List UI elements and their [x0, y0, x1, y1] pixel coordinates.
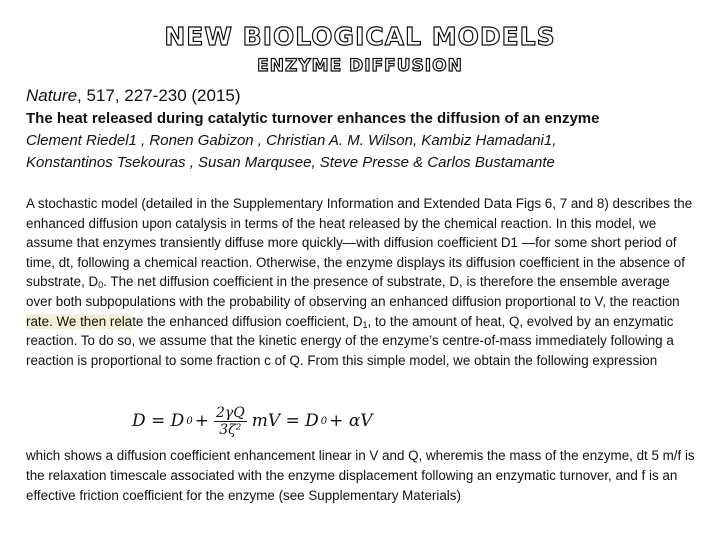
diffusion-formula	[132, 395, 373, 447]
formula-mid-sub: 0	[320, 415, 328, 427]
formula-fraction	[214, 405, 247, 438]
journal-name: Nature	[26, 86, 78, 105]
authors-line-2: Konstantinos Tsekouras , Susan Marqusee, Steve Presse & Carlos Bustamante	[26, 154, 555, 171]
fraction-denominator: 3ζ²	[219, 421, 242, 438]
abstract-text-2: . The net diffusion coefficient in the presence of substrate, D, is therefore the ensemble average over both subpopulations with the probability of observing an enhanced diffusion proportional to V, the reaction	[26, 274, 680, 309]
citation-reference: , 517, 227-230 (2015)	[77, 86, 241, 105]
abstract-text-4: , to the amount of heat, Q, evolved by an enzymatic reaction. To do so, we assume that the kinetic energy of the enzyme’s centre-of-mass immediately following a reaction is proportional to some fraction c of Q. From this simple model, we obtain the following expression	[26, 313, 674, 368]
abstract-text-3: te the enhanced diffusion coefficient, D	[132, 313, 363, 329]
formula-mid: mV = D	[251, 411, 319, 431]
paper-authors	[26, 130, 706, 174]
formula-rhs: + αV	[329, 411, 373, 431]
citation	[26, 86, 241, 106]
formula-plus: +	[194, 411, 209, 431]
abstract-text-1: A stochastic model (detailed in the Supplementary Information and Extended Data Figs 6, 7 and 8) describes the enhanced diffusion upon catalysis in terms of the heat released by the chemical reaction. In this model, we assume that enzymes transiently diffuse more quickly—with diffusion coefficient D1 —for some short period of time, dt, following a chemical reaction. Otherwise, the enzyme displays its diffusion coefficient in the absence of substrate, D	[26, 196, 693, 290]
highlighted-text: rate. We then rela	[26, 313, 133, 329]
formula-lhs: D = D	[132, 411, 185, 431]
abstract-paragraph	[26, 194, 698, 370]
conclusion-paragraph: which shows a diffusion coefficient enhancement linear in V and Q, wheremis the mass of the enzyme, dt 5 m/f is the relaxation timescale associated with the enzyme displacement following an enzymatic turnover, and f is an effective friction coefficient for the enzyme (see Supplementary Materials)	[26, 448, 695, 503]
subscript-0: 0	[98, 280, 104, 291]
slide-title: NEW BIOLOGICAL MODELS	[164, 22, 556, 51]
fraction-numerator: 2γQ	[215, 404, 245, 421]
authors-line-1: Clement Riedel1 , Ronen Gabizon , Christian A. M. Wilson, Kambiz Hamadani1,	[26, 132, 557, 149]
slide-subtitle: ENZYME DIFFUSION	[257, 56, 463, 76]
formula-lhs-sub: 0	[186, 415, 193, 427]
subscript-1: 1	[362, 319, 368, 330]
paper-title: The heat released during catalytic turnover enhances the diffusion of an enzyme	[26, 110, 600, 127]
